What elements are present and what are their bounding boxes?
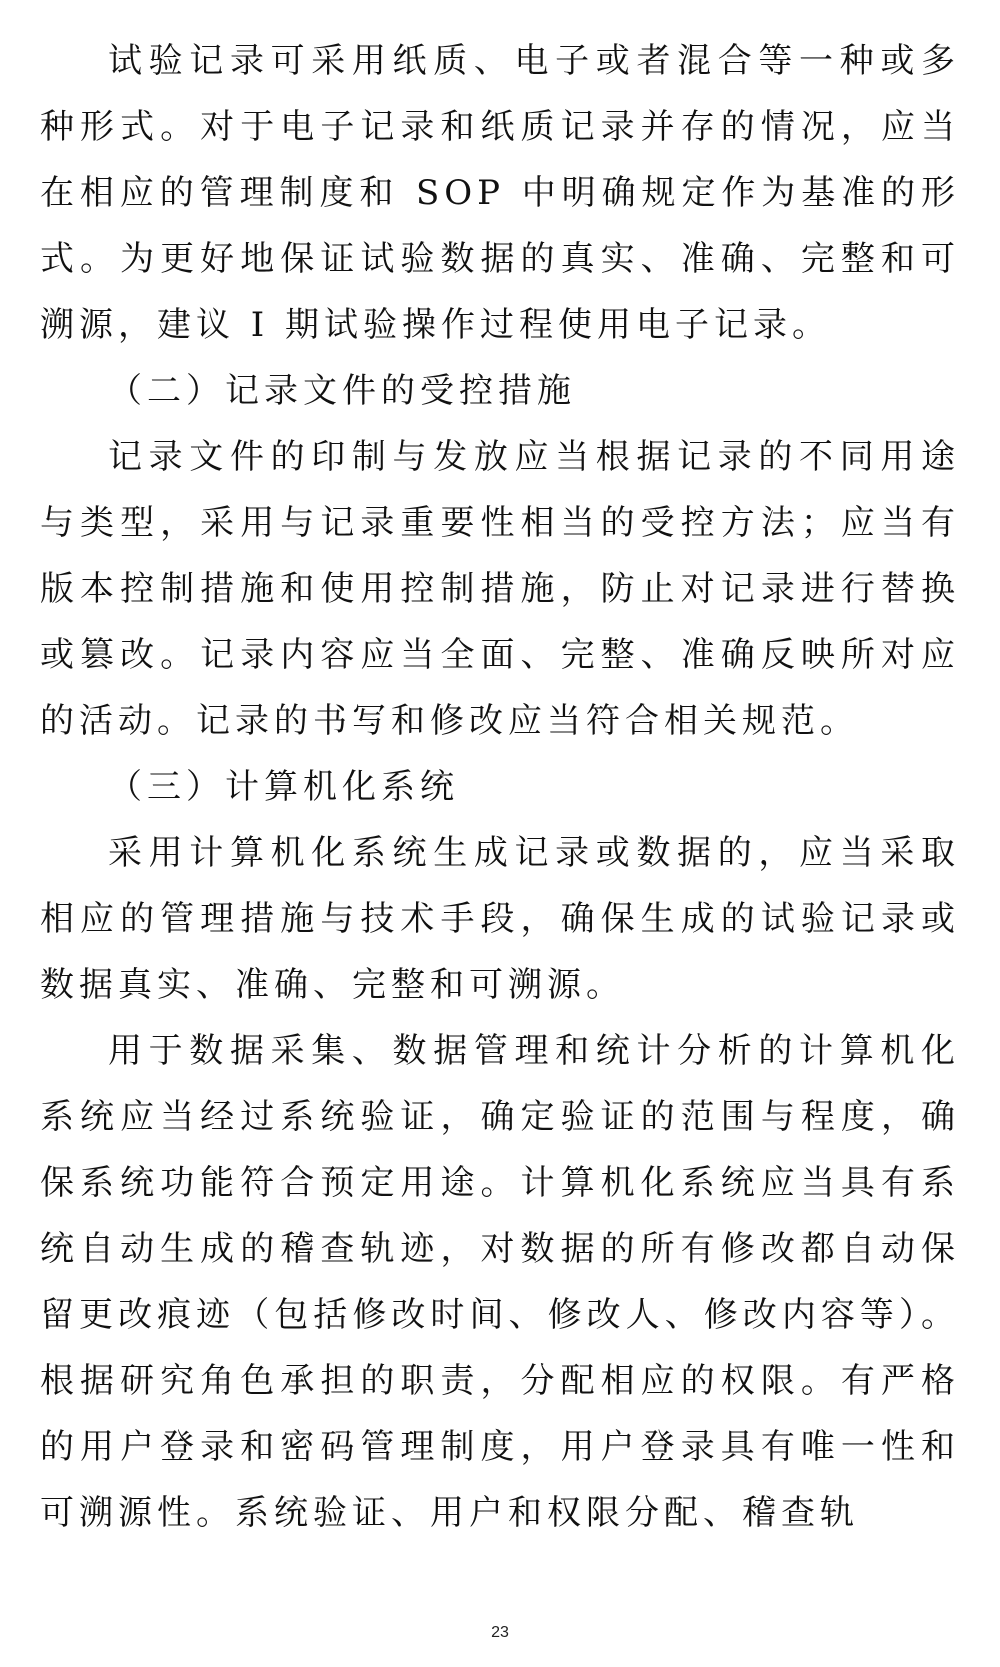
section-heading-controlled-measures: （二）记录文件的受控措施 [108, 371, 576, 411]
paragraph-record-control: 记录文件的印制与发放应当根据记录的不同用途与类型，采用与记录重要性相当的受控方法；应当有版本控制措施和使用控制措施，防止对记录进行替换或篡改。记录内容应当全面、完整、准确反映所对应的活动。记录的书写和修改应当符合相关规范。 [40, 437, 960, 741]
paragraph-record-forms: 试验记录可采用纸质、电子或者混合等一种或多种形式。对于电子记录和纸质记录并存的情况，应当在相应的管理制度和 SOP 中明确规定作为基准的形式。为更好地保证试验数据的真实、准确、完整和可溯源，建议 I 期试验操作过程使用电子记录。 [40, 41, 960, 345]
page-number: 23 [491, 1624, 509, 1641]
paragraph-system-validation: 用于数据采集、数据管理和统计分析的计算机化系统应当经过系统验证，确定验证的范围与程度，确保系统功能符合预定用途。计算机化系统应当具有系统自动生成的稽查轨迹，对数据的所有修改都自动保留更改痕迹（包括修改时间、修改人、修改内容等）。根据研究角色承担的职责，分配相应的权限。有严格的用户登录和密码管理制度，用户登录具有唯一性和可溯源性。系统验证、用户和权限分配、稽查轨 [40, 1031, 960, 1533]
document-page [40, 28, 960, 1546]
paragraph-computerized-records: 采用计算机化系统生成记录或数据的，应当采取相应的管理措施与技术手段，确保生成的试验记录或数据真实、准确、完整和可溯源。 [40, 833, 960, 1005]
section-heading-computerized-system: （三）计算机化系统 [108, 767, 459, 807]
